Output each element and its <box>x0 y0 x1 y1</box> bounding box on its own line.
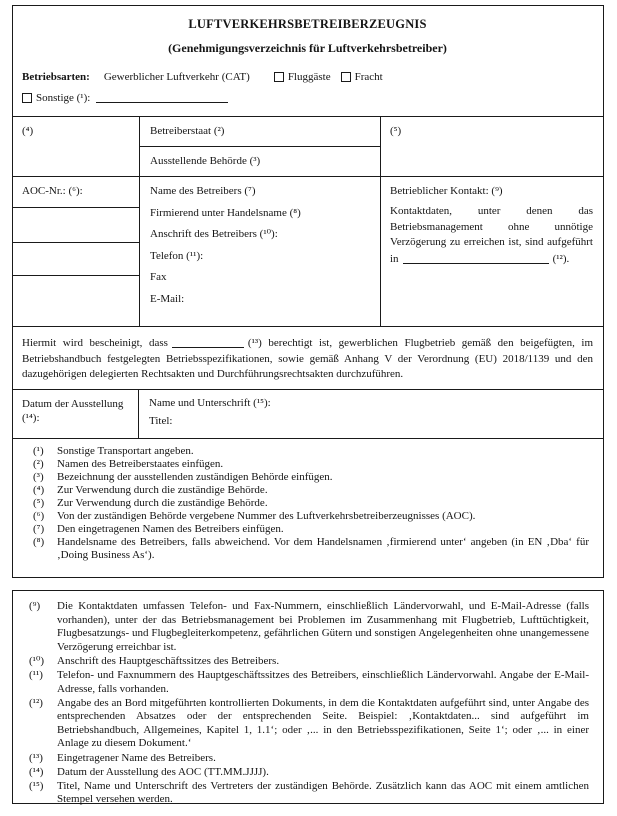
betriebsarten-row <box>22 71 593 83</box>
kontakt-input-line[interactable] <box>403 251 549 264</box>
state-authority-row <box>13 116 603 176</box>
footnote-text: Datum der Ausstellung des AOC (TT.MM.JJJJ). <box>57 765 269 778</box>
footnote-4 <box>33 484 589 497</box>
footnote-marker: (³) <box>33 471 44 483</box>
footnote-12 <box>29 697 589 751</box>
kontakt-text-before: Kontaktdaten, unter denen das Betriebsmanagement ohne unnötige Verzögerung zu erreichen ist, sind aufgeführt in <box>390 205 593 265</box>
fluggaeste-label: Fluggäste <box>287 71 331 83</box>
footnote-text: Titel, Name und Unterschrift des Vertreters der zuständigen Behörde. Zusätzlich kann das AOC mit einem amtlichen Stempel versehen werden. <box>57 779 589 806</box>
trade-name-label: Firmierend unter Handelsname (⁸) <box>150 206 301 219</box>
footnote-text: Zur Verwendung durch die zuständige Behörde. <box>57 497 268 509</box>
operator-name-input-line[interactable] <box>172 335 244 348</box>
signature-row <box>13 389 603 438</box>
footnote-6 <box>33 510 589 523</box>
fracht-label: Fracht <box>354 71 383 83</box>
form-title: LUFTVERKEHRSBETREIBERZEUGNIS <box>188 17 427 31</box>
sonstige-input-line[interactable] <box>96 90 228 103</box>
footnote-1 <box>33 445 589 458</box>
footnote-text: Telefon- und Faxnummern des Hauptgeschäftssitzes des Betreibers, einschließlich Ländervorwahl. Angabe der E-Mail-Adresse, falls vorhanden. <box>57 668 589 695</box>
operational-contact-cell <box>381 177 603 326</box>
certification-text-before: Hiermit wird bescheinigt, dass <box>22 337 168 349</box>
aoc-entry-line <box>13 207 139 208</box>
footnote-8 <box>33 536 589 562</box>
betreiberstaat-cell: Betreiberstaat (²) <box>140 117 380 147</box>
ausstellende-behoerde-cell: Ausstellende Behörde (³) <box>150 155 261 167</box>
footnote-text: Eingetragener Name des Betreibers. <box>57 751 216 764</box>
email-label: E-Mail: <box>150 292 185 305</box>
cell-authority-use-5: (⁵) <box>390 125 402 137</box>
form-header <box>13 6 603 116</box>
sonstige-row <box>22 90 593 104</box>
form-subtitle: (Genehmigungsverzeichnis für Luftverkehrsbetreiber) <box>168 41 447 55</box>
operator-fields-cell <box>139 177 381 326</box>
certification-statement <box>13 326 603 389</box>
footnote-7 <box>33 523 589 536</box>
fluggaeste-checkbox[interactable] <box>274 72 284 82</box>
cat-label: Gewerblicher Luftverkehr (CAT) <box>103 71 250 83</box>
footnote-text: Handelsname des Betreibers, falls abweichend. Vor dem Handelsnamen ‚firmierend unter‘ angeben (in EN ‚Dba‘ für ‚Doing Business As‘). <box>57 536 589 561</box>
state-authority-cells <box>139 117 381 176</box>
footnote-text: Von der zuständigen Behörde vergebene Nummer des Luftverkehrsbetreiberzeugnisses (AOC). <box>57 510 476 522</box>
certification-text-after: (¹³) berechtigt ist, gewerblichen Flugbetrieb gemäß den beigefügten, im Betriebshandbuch festgelegten Betriebsspezifikationen, sowie gemäß Anhang V der Verordnung (EU) 2018/1139 und den dazugehörigen delegierten Rechtsakten und Durchführungsrechtsakten durchzuführen. <box>22 337 594 380</box>
footnote-marker: (⁴) <box>33 484 45 496</box>
footnote-text: Namen des Betreiberstaates einfügen. <box>57 458 224 470</box>
titel-label: Titel: <box>149 415 173 427</box>
footnote-marker: (⁷) <box>33 523 45 535</box>
signature-cell <box>139 390 603 438</box>
footnote-2 <box>33 458 589 471</box>
certificate-box <box>12 5 604 578</box>
footnote-13 <box>29 752 589 766</box>
fracht-checkbox[interactable] <box>341 72 351 82</box>
footnote-marker: (⁹) <box>29 600 41 612</box>
footnote-text: Sonstige Transportart angeben. <box>57 445 194 457</box>
footnotes-box-9-15 <box>12 590 604 804</box>
footnote-15 <box>29 780 589 807</box>
operator-row <box>13 176 603 326</box>
footnote-marker: (¹⁴) <box>29 765 44 778</box>
footnote-marker: (⁶) <box>33 510 45 522</box>
footnote-9 <box>29 600 589 654</box>
aoc-number-cell <box>13 177 139 326</box>
sonstige-checkbox[interactable] <box>22 93 32 103</box>
footnote-text: Bezeichnung der ausstellenden zuständigen Behörde einfügen. <box>57 471 333 483</box>
aoc-entry-line <box>13 242 139 243</box>
fax-label: Fax <box>150 271 167 283</box>
footnote-3 <box>33 471 589 484</box>
footnote-text: Zur Verwendung durch die zuständige Behörde. <box>57 484 268 496</box>
aoc-entry-line <box>13 275 139 276</box>
kontakt-text-after: (¹²). <box>552 252 570 265</box>
footnotes-1-8 <box>13 438 603 577</box>
footnote-marker: (⁵) <box>33 497 45 509</box>
footnote-marker: (⁸) <box>33 536 45 548</box>
cell-authority-use-4: (⁴) <box>22 125 34 137</box>
betriebsarten-label: Betriebsarten: <box>22 71 90 83</box>
kontakt-title: Betrieblicher Kontakt: (⁹) <box>390 185 503 197</box>
aoc-number-label: AOC-Nr.: (⁶): <box>22 185 83 197</box>
issue-date-cell: Datum der Ausstellung (¹⁴): <box>13 390 139 438</box>
footnote-11 <box>29 669 589 696</box>
operator-address-label: Anschrift des Betreibers (¹⁰): <box>150 228 278 240</box>
sonstige-label: Sonstige (¹): <box>36 92 91 104</box>
footnote-marker: (¹¹) <box>29 668 43 681</box>
name-signature-label: Name und Unterschrift (¹⁵): <box>149 397 271 409</box>
footnote-marker: (¹) <box>33 445 44 457</box>
footnote-14 <box>29 766 589 780</box>
kontakt-paragraph <box>390 204 593 267</box>
footnote-10 <box>29 655 589 669</box>
footnote-marker: (¹³) <box>29 751 43 764</box>
footnote-5 <box>33 497 589 510</box>
footnote-marker: (²) <box>33 458 44 470</box>
footnote-marker: (¹⁵) <box>29 779 44 792</box>
telephone-label: Telefon (¹¹): <box>150 249 204 262</box>
footnote-text: Den eingetragenen Namen des Betreibers einfügen. <box>57 523 284 535</box>
footnote-text: Anschrift des Hauptgeschäftssitzes des Betreibers. <box>57 654 280 667</box>
footnote-marker: (¹²) <box>29 696 43 709</box>
footnote-text: Die Kontaktdaten umfassen Telefon- und Fax-Nummern, einschließlich Ländervorwahl, und E-Mail-Adresse (falls vorhanden), unter der das Betriebsmanagement bei Problemen im Zusammenhang mit Flugbetrieb, Lufttüchtigkeit, Flugbesatzungs- und Flugbegleiterkompetenz, gefährlichen Gütern und sonstigen Angelegenheiten ohne unangemessene Verzögerung erreichbar ist. <box>57 600 589 653</box>
operator-name-label: Name des Betreibers (⁷) <box>150 185 256 197</box>
footnote-marker: (¹⁰) <box>29 654 45 667</box>
footnote-text: Angabe des an Bord mitgeführten kontrollierten Dokuments, in dem die Kontaktdaten aufgeführt sind, unter Angabe des entsprechenden Absatzes oder der entsprechenden Seite. Beispiel: ‚Kontaktdaten... sind aufgeführt im Betriebshandbuch, Allgemeines, Kapitel 1, 1.1‘; oder ‚... in den Betriebsspezifikationen, Seite 1‘; oder ‚... in einer Anlage zu diesem Dokument.‘ <box>57 696 589 750</box>
